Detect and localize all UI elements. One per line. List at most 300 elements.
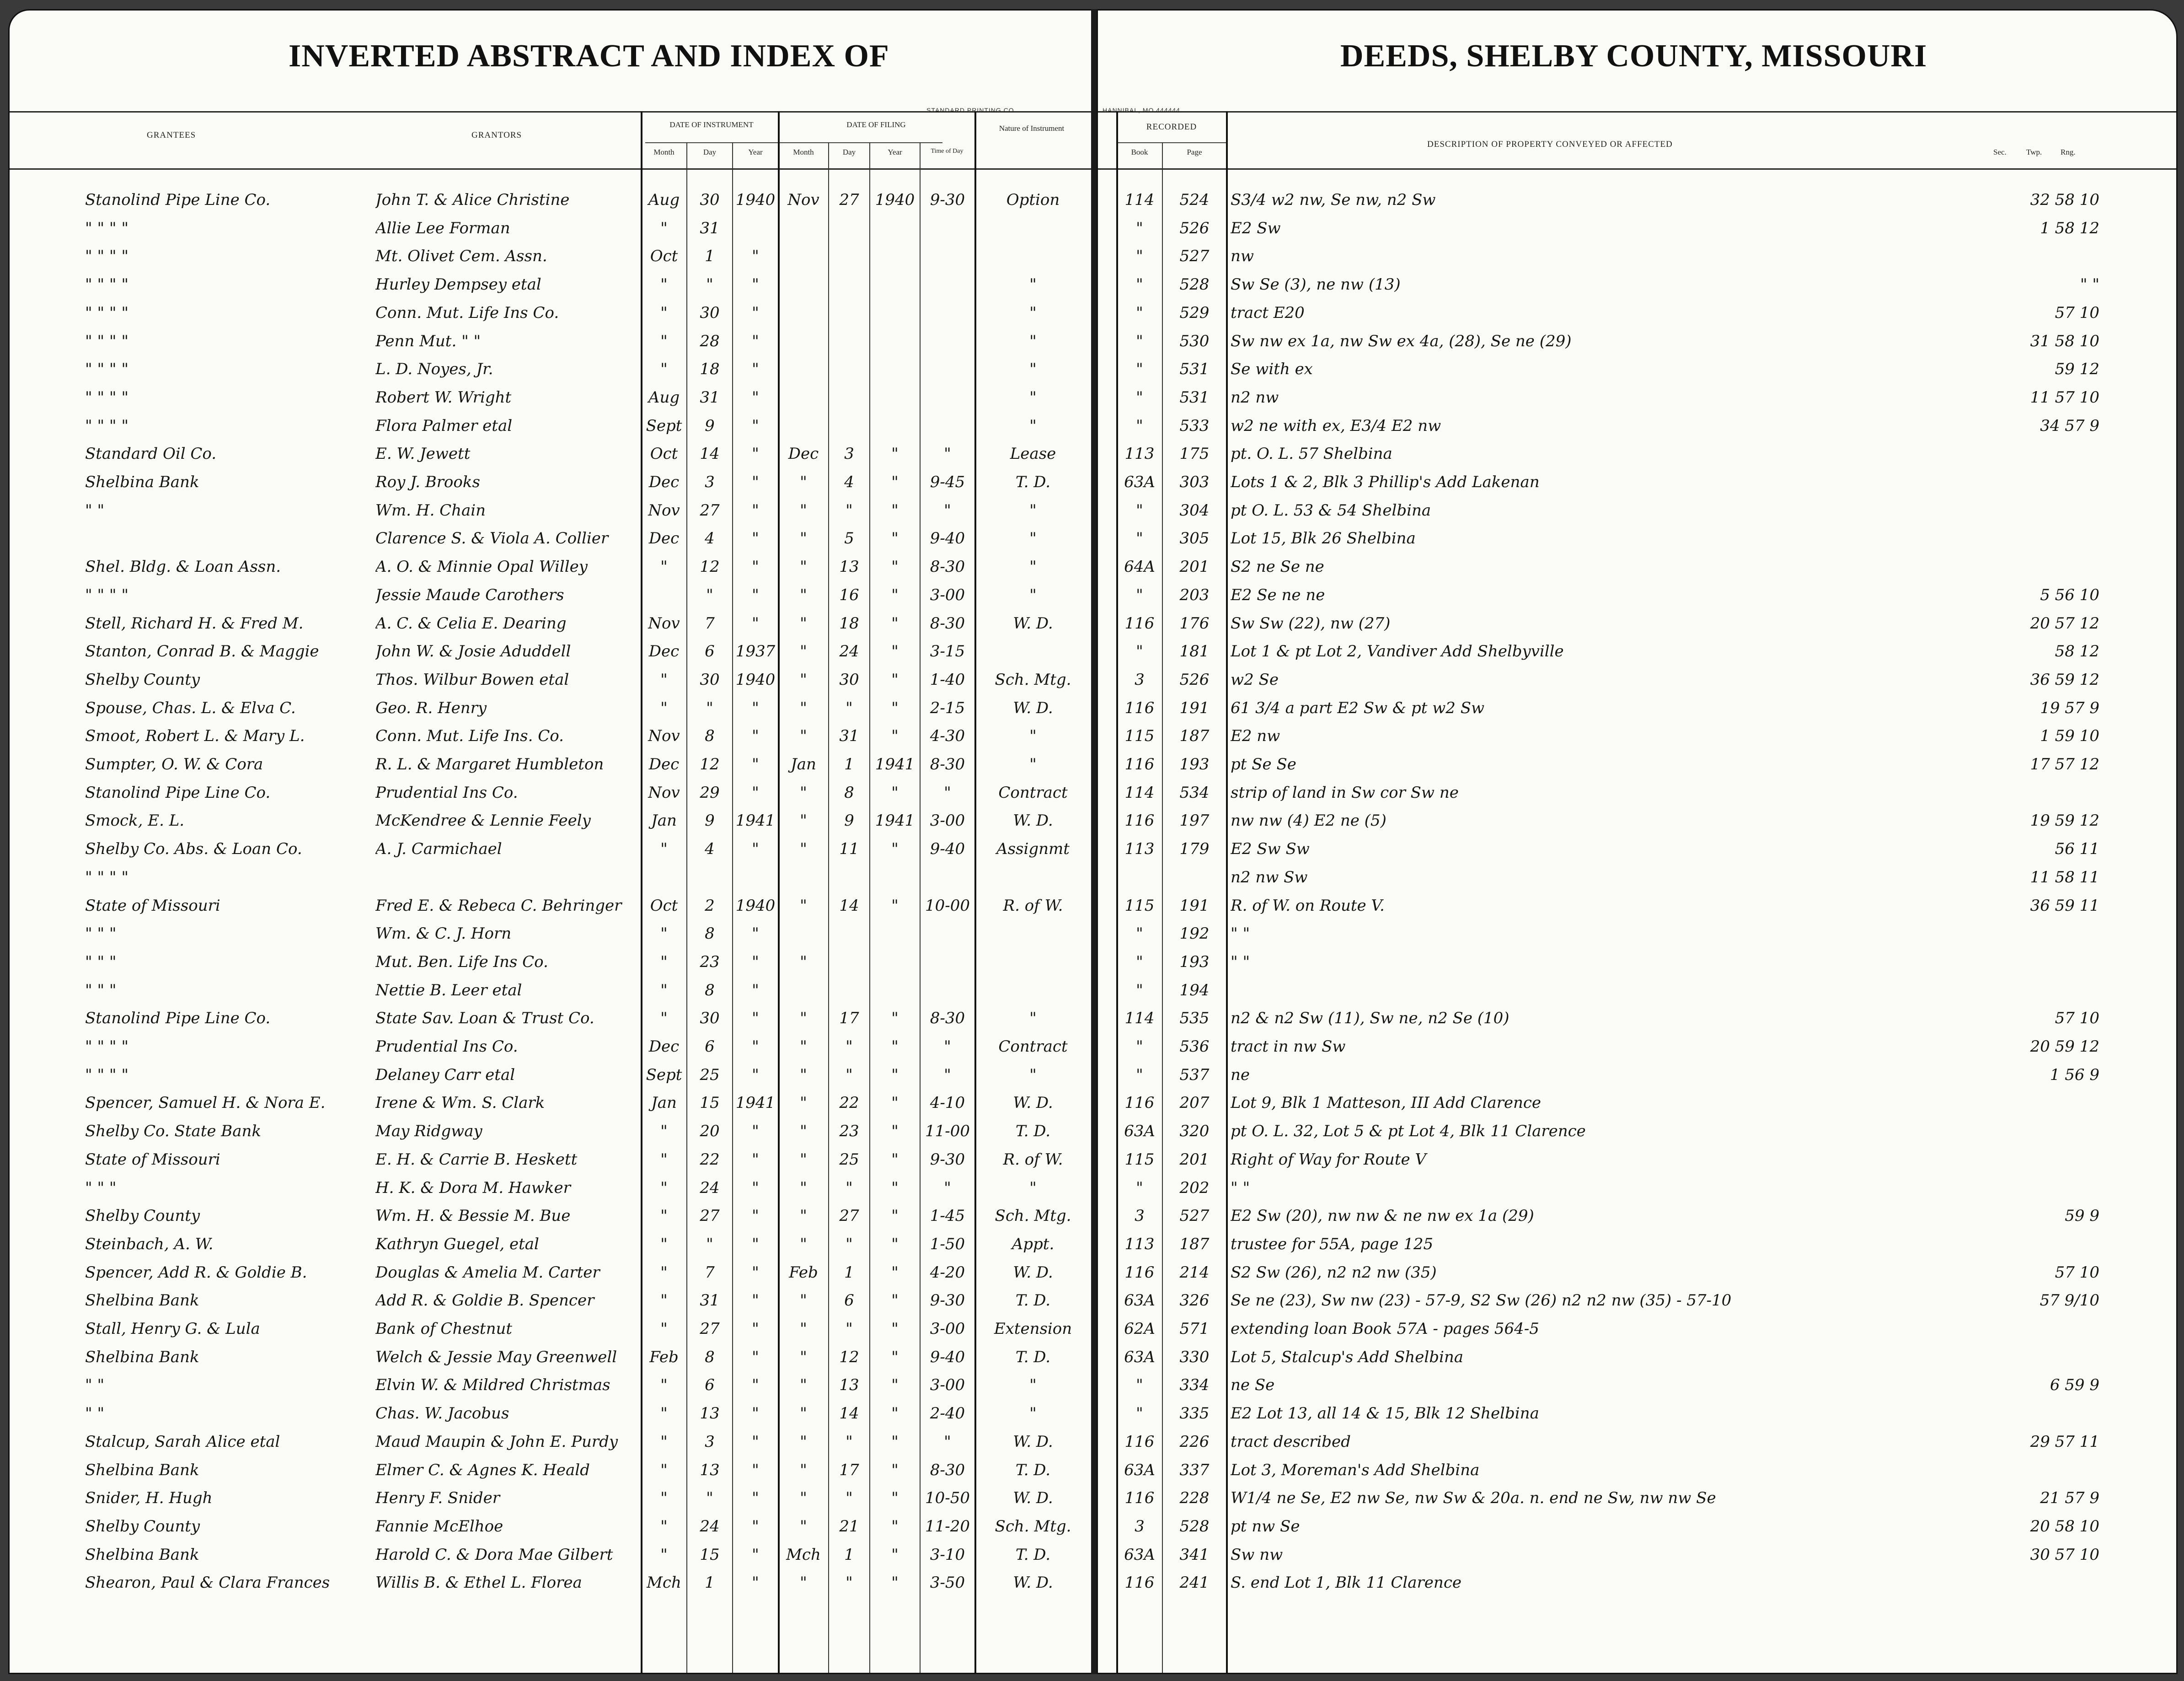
filing-year-cell — [871, 866, 919, 888]
filing-month-cell: " — [800, 1207, 807, 1225]
book-cell: " — [1136, 586, 1143, 604]
grantee-cell: " " " " — [85, 304, 128, 322]
grantor-cell: John T. & Alice Christine — [375, 191, 570, 209]
sec-twp-rng-cell — [1983, 951, 2099, 973]
nature-of-instrument-cell: " — [1029, 727, 1037, 745]
filing-month-cell: " — [800, 784, 807, 802]
nature-of-instrument-cell: T. D. — [1015, 1122, 1051, 1140]
instrument-month-cell: " — [660, 1263, 668, 1282]
grantor-cell: Fred E. & Rebeca C. Behringer — [375, 897, 622, 915]
instrument-day-cell: 3 — [705, 473, 715, 491]
instrument-year-cell: " — [752, 417, 759, 435]
filing-year-cell: " — [891, 1235, 899, 1253]
description-cell: tract described — [1231, 1433, 1351, 1451]
instrument-year-cell: " — [752, 473, 759, 491]
nature-of-instrument-cell — [976, 951, 1090, 973]
grantee-cell: " " " " — [85, 332, 128, 350]
filing-year-cell: " — [891, 1263, 899, 1282]
filing-year-cell: " — [891, 1461, 899, 1479]
filing-time-cell — [921, 245, 974, 267]
filing-day-cell: " — [846, 501, 853, 520]
filing-time-cell: " — [944, 445, 951, 463]
page-cell: 531 — [1179, 360, 1210, 378]
book-cell: 113 — [1124, 445, 1155, 463]
filing-month-cell: Jan — [791, 755, 816, 773]
filing-day-cell: 22 — [839, 1094, 859, 1112]
description-cell: S2 Sw (26), n2 n2 nw (35) — [1231, 1263, 1437, 1282]
page-cell: 201 — [1179, 1150, 1210, 1169]
page-cell: 524 — [1179, 191, 1210, 209]
description-cell: " " — [1231, 924, 1250, 943]
instrument-month-cell: " — [660, 1122, 668, 1140]
filing-time-cell: 8-30 — [930, 614, 965, 633]
instrument-day-cell: 27 — [700, 501, 720, 520]
grantor-cell: Henry F. Snider — [375, 1489, 500, 1507]
description-cell: nw nw (4) E2 ne (5) — [1231, 811, 1386, 830]
filing-month-cell: " — [800, 699, 807, 717]
instrument-month-cell: Dec — [648, 1037, 680, 1056]
filing-month-cell: " — [800, 727, 807, 745]
description-cell: E2 Lot 13, all 14 & 15, Blk 12 Shelbina — [1231, 1404, 1539, 1423]
page-cell: 337 — [1179, 1461, 1210, 1479]
grantee-cell: Stanton, Conrad B. & Maggie — [85, 642, 319, 661]
instrument-day-cell: 6 — [705, 642, 715, 661]
instrument-year-cell: " — [752, 1150, 759, 1169]
grantor-cell: H. K. & Dora M. Hawker — [375, 1179, 571, 1197]
grantor-cell: A. J. Carmichael — [375, 840, 502, 858]
filing-month-cell: " — [800, 1037, 807, 1056]
page-cell: 304 — [1179, 501, 1210, 520]
book-cell: " — [1136, 219, 1143, 237]
instrument-day-cell: 23 — [700, 953, 720, 971]
grantor-cell: Elmer C. & Agnes K. Heald — [375, 1461, 590, 1479]
page-cell: 534 — [1179, 784, 1210, 802]
book-cell: 116 — [1124, 1433, 1155, 1451]
book-cell: 116 — [1124, 1574, 1155, 1592]
instrument-day-cell: 27 — [700, 1207, 720, 1225]
grantee-cell: Spencer, Add R. & Goldie B. — [85, 1263, 307, 1282]
filing-year-cell: " — [891, 501, 899, 520]
filing-month-cell: " — [800, 840, 807, 858]
instrument-day-cell: 31 — [700, 219, 720, 237]
grantor-cell: Clarence S. & Viola A. Collier — [375, 529, 609, 548]
filing-time-cell: 4-20 — [930, 1263, 965, 1282]
instrument-year-cell: " — [752, 445, 759, 463]
instrument-day-cell: 30 — [700, 671, 720, 689]
book-cell: 116 — [1124, 614, 1155, 633]
grantor-cell: Irene & Wm. S. Clark — [375, 1094, 545, 1112]
instrument-month-cell: " — [660, 840, 668, 858]
filing-month-cell — [779, 358, 828, 380]
filing-year-cell: " — [891, 897, 899, 915]
instrument-day-cell: 15 — [700, 1546, 720, 1564]
instrument-year-cell: 1937 — [735, 642, 776, 661]
grantee-cell: Snider, H. Hugh — [85, 1489, 213, 1507]
grantee-cell: State of Missouri — [85, 897, 220, 915]
filing-year-cell: " — [891, 1348, 899, 1366]
page-cell: 526 — [1179, 671, 1210, 689]
nature-of-instrument-cell: Appt. — [1012, 1235, 1055, 1253]
filing-time-cell — [921, 358, 974, 380]
instrument-month-cell: " — [660, 1517, 668, 1536]
filing-time-cell: 1-45 — [930, 1207, 965, 1225]
filing-month-cell: " — [800, 953, 807, 971]
description-cell: Sw Se (3), ne nw (13) — [1231, 275, 1401, 294]
page-cell: 330 — [1179, 1348, 1210, 1366]
nature-of-instrument-cell: " — [1029, 388, 1037, 407]
sec-twp-rng-cell: 1 56 9 — [2050, 1066, 2099, 1084]
grantee-cell: Shelbina Bank — [85, 1291, 199, 1310]
instrument-year-cell: " — [752, 1066, 759, 1084]
sec-twp-rng-cell: 30 57 10 — [2030, 1546, 2099, 1564]
filing-day-cell — [830, 415, 869, 437]
description-cell: Lot 5, Stalcup's Add Shelbina — [1231, 1348, 1464, 1366]
filing-day-cell: 6 — [844, 1291, 854, 1310]
page-cell: 197 — [1179, 811, 1210, 830]
instrument-day-cell: 18 — [700, 360, 720, 378]
instrument-day-cell: 25 — [700, 1066, 720, 1084]
filing-month-cell: " — [800, 529, 807, 548]
grantor-cell: Fannie McElhoe — [375, 1517, 503, 1536]
filing-day-cell: 17 — [839, 1009, 859, 1027]
page-cell: 326 — [1179, 1291, 1210, 1310]
grantee-cell: Shelby County — [85, 671, 200, 689]
filing-day-cell — [830, 923, 869, 945]
filing-year-cell: " — [891, 586, 899, 604]
sec-twp-rng-cell: 29 57 11 — [2030, 1433, 2099, 1451]
book-cell: " — [1136, 924, 1143, 943]
nature-of-instrument-cell: Contract — [998, 784, 1068, 802]
filing-time-cell: 8-30 — [930, 1461, 965, 1479]
instrument-day-cell: 29 — [700, 784, 720, 802]
instrument-day-cell: 6 — [705, 1376, 715, 1394]
instrument-year-cell: " — [752, 1009, 759, 1027]
description-cell — [1231, 979, 1981, 1001]
instrument-day-cell: 7 — [705, 614, 715, 633]
filing-day-cell — [830, 866, 869, 888]
nature-of-instrument-cell: Sch. Mtg. — [995, 1517, 1071, 1536]
instrument-day-cell: 8 — [705, 727, 715, 745]
grantee-cell: " " " " — [85, 1037, 128, 1056]
filing-year-cell: " — [891, 727, 899, 745]
instrument-year-cell: " — [752, 953, 759, 971]
filing-day-cell — [830, 302, 869, 324]
sec-twp-rng-cell: 20 58 10 — [2030, 1517, 2099, 1536]
grantee-cell: Shearon, Paul & Clara Frances — [85, 1574, 330, 1592]
instrument-year-cell: " — [752, 1235, 759, 1253]
page-cell: 531 — [1179, 388, 1210, 407]
filing-time-cell: 11-00 — [925, 1122, 970, 1140]
instrument-year-cell: 1941 — [735, 811, 776, 830]
filing-year-cell: " — [891, 473, 899, 491]
book-cell: 115 — [1124, 897, 1155, 915]
description-cell: Sw nw — [1231, 1546, 1283, 1564]
filing-month-cell: Dec — [788, 445, 819, 463]
grantor-cell: Add R. & Goldie B. Spencer — [375, 1291, 594, 1310]
grantee-cell: Shelby Co. State Bank — [85, 1122, 262, 1140]
instrument-month-cell: " — [660, 1291, 668, 1310]
description-cell: pt O. L. 53 & 54 Shelbina — [1231, 501, 1431, 520]
nature-of-instrument-cell: " — [1029, 501, 1037, 520]
instrument-month-cell: " — [660, 332, 668, 350]
nature-of-instrument-cell: " — [1029, 1179, 1037, 1197]
filing-day-cell: 8 — [844, 784, 854, 802]
book-cell: " — [1136, 247, 1143, 265]
sec-twp-rng-cell — [1983, 443, 2099, 465]
instrument-month-cell: " — [660, 1489, 668, 1507]
sec-twp-rng-cell: 5 56 10 — [2040, 586, 2099, 604]
filing-day-cell: 25 — [839, 1150, 859, 1169]
filing-month-cell: Mch — [786, 1546, 821, 1564]
filing-year-cell — [871, 302, 919, 324]
nature-of-instrument-cell — [976, 866, 1090, 888]
filing-time-cell: 4-10 — [930, 1094, 965, 1112]
grantor-cell: Robert W. Wright — [375, 388, 512, 407]
page-cell — [1163, 866, 1226, 888]
instrument-year-cell: " — [752, 1348, 759, 1366]
book-cell: " — [1136, 332, 1143, 350]
grantor-cell: Chas. W. Jacobus — [375, 1404, 509, 1423]
book-cell: " — [1136, 529, 1143, 548]
filing-day-cell: 23 — [839, 1122, 859, 1140]
instrument-year-cell: " — [752, 1263, 759, 1282]
book-cell: 114 — [1124, 784, 1155, 802]
instrument-year-cell: " — [752, 699, 759, 717]
sec-twp-rng-cell: 56 11 — [2055, 840, 2099, 858]
instrument-month-cell: Aug — [648, 388, 680, 407]
book-cell: 62A — [1124, 1320, 1155, 1338]
nature-of-instrument-cell: W. D. — [1013, 1433, 1053, 1451]
filing-month-cell — [779, 217, 828, 239]
date-of-instrument-header: DATE OF INSTRUMENT — [669, 120, 754, 129]
page-cell: 228 — [1179, 1489, 1210, 1507]
book-cell: 114 — [1124, 1009, 1155, 1027]
grantee-cell: Shelby Co. Abs. & Loan Co. — [85, 840, 302, 858]
instrument-day-cell: " — [706, 1489, 713, 1507]
nature-of-instrument-cell — [976, 217, 1090, 239]
book-cell: " — [1136, 304, 1143, 322]
book-cell: 115 — [1124, 1150, 1155, 1169]
sec-twp-rng-cell — [1983, 1572, 2099, 1594]
sec-twp-rng-cell — [1983, 1402, 2099, 1424]
instrument-year-cell: " — [752, 247, 759, 265]
grantee-cell: Shelbina Bank — [85, 473, 199, 491]
filing-time-cell: 1-40 — [930, 671, 965, 689]
filing-year-cell: 1941 — [875, 755, 915, 773]
grantor-cell: Roy J. Brooks — [375, 473, 480, 491]
nature-of-instrument-cell: " — [1029, 275, 1037, 294]
filing-year-cell: " — [891, 1517, 899, 1536]
filing-month-cell: " — [800, 1066, 807, 1084]
filing-month-cell: " — [800, 1009, 807, 1027]
grantee-cell: Smoot, Robert L. & Mary L. — [85, 727, 305, 745]
nature-of-instrument-cell: " — [1029, 1009, 1037, 1027]
grantor-cell: Prudential Ins Co. — [375, 784, 518, 802]
instrument-year-cell: " — [752, 1546, 759, 1564]
filing-time-cell: 9-30 — [930, 191, 965, 209]
instrument-year-cell: " — [752, 1037, 759, 1056]
filing-year-cell: " — [891, 1009, 899, 1027]
filing-year-cell: " — [891, 529, 899, 548]
filing-month-cell: " — [800, 1291, 807, 1310]
filing-day-cell — [830, 979, 869, 1001]
instrument-year-cell: " — [752, 840, 759, 858]
grantor-cell: Hurley Dempsey etal — [375, 275, 541, 294]
book-cell: 3 — [1135, 671, 1145, 689]
filing-time-cell: 3-15 — [930, 642, 965, 661]
page-cell: 303 — [1179, 473, 1210, 491]
nature-of-instrument-cell: W. D. — [1013, 1574, 1053, 1592]
book-cell: " — [1136, 501, 1143, 520]
instrument-day-cell: 7 — [705, 1263, 715, 1282]
book-cell: " — [1136, 1376, 1143, 1394]
instrument-day-cell: 1 — [705, 1574, 715, 1592]
grantor-cell: Flora Palmer etal — [375, 417, 513, 435]
sec-twp-rng-cell: 58 12 — [2055, 642, 2099, 661]
description-cell: " " — [1231, 1179, 1250, 1197]
filing-year-cell — [871, 330, 919, 352]
instrument-year-cell: " — [752, 784, 759, 802]
sec-twp-rng-cell — [1983, 1318, 2099, 1340]
instrument-day-cell: 30 — [700, 1009, 720, 1027]
filing-month-cell: Nov — [787, 191, 819, 209]
grantee-cell: Spouse, Chas. L. & Elva C. — [85, 699, 296, 717]
instrument-year-cell: " — [752, 1404, 759, 1423]
book-cell: 63A — [1124, 1122, 1155, 1140]
description-cell: Lots 1 & 2, Blk 3 Phillip's Add Lakenan — [1231, 473, 1540, 491]
filing-day-cell: 4 — [844, 473, 854, 491]
instrument-day-cell: 8 — [705, 981, 715, 999]
sec-twp-rng-cell: 19 59 12 — [2030, 811, 2099, 830]
grantor-cell: Conn. Mut. Life Ins. Co. — [375, 727, 564, 745]
filing-month-cell: " — [800, 897, 807, 915]
filing-day-cell: 18 — [839, 614, 859, 633]
filing-year-cell: 1941 — [875, 811, 915, 830]
filing-year-cell: " — [891, 614, 899, 633]
sec-twp-rng-cell — [1983, 527, 2099, 549]
page-cell: 191 — [1179, 897, 1210, 915]
page-cell: 181 — [1179, 642, 1210, 661]
instrument-month-cell: Dec — [648, 642, 680, 661]
filing-day-cell: " — [846, 1235, 853, 1253]
instrument-year-cell: " — [752, 501, 759, 520]
book-cell: 114 — [1124, 191, 1155, 209]
page-cell: 528 — [1179, 1517, 1210, 1536]
instrument-day-cell: 2 — [705, 897, 715, 915]
filing-month-cell: " — [800, 1150, 807, 1169]
book-cell: " — [1136, 1404, 1143, 1423]
description-cell: extending loan Book 57A - pages 564-5 — [1231, 1320, 1539, 1338]
instrument-year-cell: " — [752, 304, 759, 322]
grantee-cell: " " " — [85, 953, 117, 971]
right-ledger-page — [1097, 9, 2178, 1674]
grantor-cell: Mut. Ben. Life Ins Co. — [375, 953, 548, 971]
filing-month-cell — [779, 866, 828, 888]
grantor-cell: E. H. & Carrie B. Heskett — [375, 1150, 578, 1169]
description-cell: Sw Sw (22), nw (27) — [1231, 614, 1391, 633]
filing-day-cell — [830, 274, 869, 295]
nature-of-instrument-cell: W. D. — [1013, 1263, 1053, 1282]
instrument-month-cell: " — [660, 558, 668, 576]
filing-month-cell: " — [800, 586, 807, 604]
filing-day-cell: 27 — [839, 1207, 859, 1225]
page-cell: 175 — [1179, 445, 1210, 463]
sec-twp-rng-cell: 6 59 9 — [2050, 1376, 2099, 1394]
nature-of-instrument-cell: " — [1029, 1066, 1037, 1084]
filing-day-cell — [830, 217, 869, 239]
sec-twp-rng-cell: 1 58 12 — [2040, 219, 2099, 237]
instrument-day-cell: " — [706, 1235, 713, 1253]
nature-of-instrument-cell: Assignmt — [996, 840, 1070, 858]
filing-day-cell: " — [846, 699, 853, 717]
filing-day-cell: 21 — [839, 1517, 859, 1536]
grantee-cell: " " — [85, 1376, 105, 1394]
sec-twp-rng-cell: 57 10 — [2055, 1263, 2099, 1282]
description-cell: pt. O. L. 57 Shelbina — [1231, 445, 1392, 463]
sec-twp-rng-cell — [1983, 245, 2099, 267]
filing-day-cell: 31 — [839, 727, 859, 745]
filing-day-cell: " — [846, 1433, 853, 1451]
instrument-month-cell: Dec — [648, 529, 680, 548]
description-cell: W1/4 ne Se, E2 nw Se, nw Sw & 20a. n. end ne Sw, nw nw Se — [1231, 1489, 1716, 1507]
grantors-column-header: GRANTORS — [471, 130, 522, 140]
instrument-day-cell: " — [706, 699, 713, 717]
sec-twp-rng-cell — [1983, 1149, 2099, 1171]
page-cell: 533 — [1179, 417, 1210, 435]
grantee-cell: " " " " — [85, 275, 128, 294]
grantor-cell: Geo. R. Henry — [375, 699, 487, 717]
grantee-cell: State of Missouri — [85, 1150, 220, 1169]
nature-of-instrument-cell: T. D. — [1015, 473, 1051, 491]
township-column-header: Twp. — [2026, 148, 2042, 156]
page-cell: 226 — [1179, 1433, 1210, 1451]
sec-twp-rng-cell — [1983, 1177, 2099, 1199]
filing-day-cell: 13 — [839, 558, 859, 576]
book-cell: 116 — [1124, 699, 1155, 717]
nature-of-instrument-cell: W. D. — [1013, 699, 1053, 717]
instrument-month-cell: " — [660, 1235, 668, 1253]
filing-time-cell: 9-45 — [930, 473, 965, 491]
filing-day-cell: 3 — [844, 445, 854, 463]
filing-month-cell — [779, 302, 828, 324]
instrument-day-cell: " — [706, 275, 713, 294]
grantee-cell: " " " — [85, 1179, 117, 1197]
instrument-month-cell: " — [660, 1207, 668, 1225]
book-cell: " — [1136, 360, 1143, 378]
instrument-day-cell: 8 — [705, 924, 715, 943]
filing-time-cell — [921, 866, 974, 888]
filing-time-cell: 1-50 — [930, 1235, 965, 1253]
right-page-title: DEEDS, SHELBY COUNTY, MISSOURI — [1340, 38, 1927, 74]
instrument-month-cell: " — [660, 981, 668, 999]
grantor-cell: Wm. H. Chain — [375, 501, 486, 520]
sec-twp-rng-cell — [1983, 782, 2099, 804]
grantee-cell: Shelby County — [85, 1517, 200, 1536]
sec-twp-rng-cell — [1983, 1092, 2099, 1114]
instrument-month-cell: Oct — [650, 247, 678, 265]
nature-of-instrument-cell: R. of W. — [1003, 1150, 1063, 1169]
instrument-month-cell: " — [660, 1150, 668, 1169]
filing-month-cell: " — [800, 501, 807, 520]
grantor-cell: A. C. & Celia E. Dearing — [375, 614, 567, 633]
filing-year-cell: " — [891, 1150, 899, 1169]
page-cell: 187 — [1179, 1235, 1210, 1253]
instrument-year-cell — [733, 217, 777, 239]
instrument-year-cell: " — [752, 1207, 759, 1225]
instrument-month-cell: Dec — [648, 473, 680, 491]
grantee-cell: " " " — [85, 924, 117, 943]
left-page-title: INVERTED ABSTRACT AND INDEX OF — [289, 38, 889, 74]
